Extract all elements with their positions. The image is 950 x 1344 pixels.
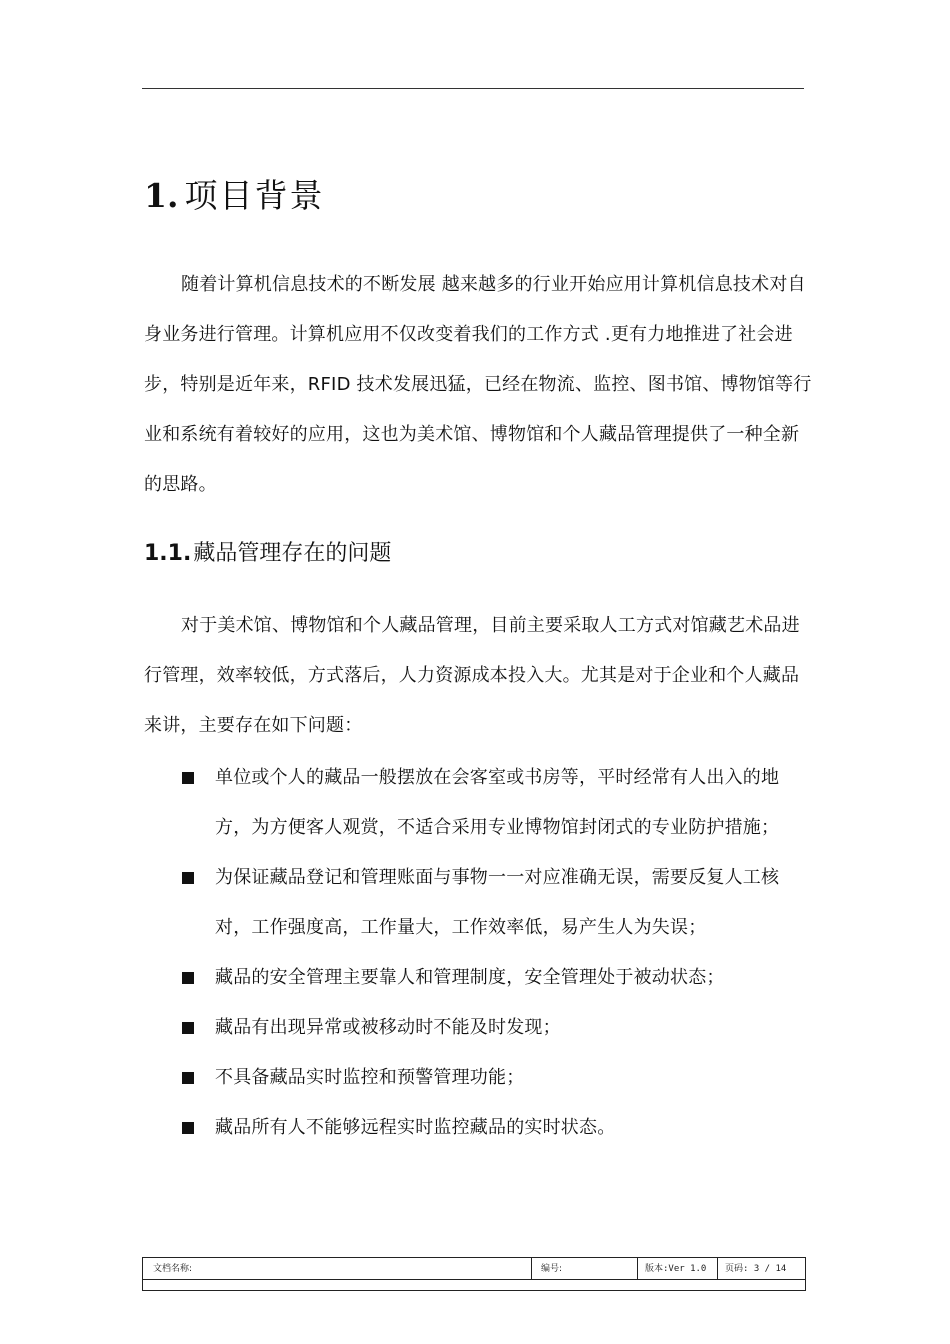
square-bullet-icon (182, 1122, 194, 1134)
footer-divider (717, 1258, 718, 1279)
doc-number-label: 编号: (541, 1264, 563, 1274)
page-number-label: 页码: 3 / 14 (725, 1264, 787, 1274)
list-item (144, 753, 812, 853)
section-title: 项目背景 (184, 176, 325, 215)
list-item-text: 藏品的安全管理主要靠人和管理制度，安全管理处于被动状态； (215, 967, 725, 988)
list-item (144, 1103, 812, 1153)
square-bullet-icon (182, 772, 194, 784)
list-item (144, 1053, 812, 1103)
list-item-text: 为保证藏品登记和管理账面与事物一一对应准确无误，需要反复人工核对，工作强度高，工作量大，工作效率低，易产生人为失误； (215, 867, 780, 938)
doc-name-label: 文档名称: (153, 1264, 193, 1274)
subsection-title: 藏品管理存在的问题 (193, 541, 392, 566)
list-item-text: 藏品所有人不能够远程实时监控藏品的实时状态。 (215, 1117, 616, 1138)
square-bullet-icon (182, 872, 194, 884)
list-item (144, 953, 812, 1003)
list-item (144, 1003, 812, 1053)
header-rule (142, 88, 804, 89)
square-bullet-icon (182, 1072, 194, 1084)
problem-list (144, 753, 812, 1153)
list-item (144, 853, 812, 953)
section-number: 1. (144, 176, 179, 215)
problems-intro-paragraph: 对于美术馆、博物馆和个人藏品管理，目前主要采取人工方式对馆藏艺术品进行管理，效率较低，方式落后，人力资源成本投入大。尤其是对于企业和个人藏品来讲，主要存在如下问题： (144, 615, 800, 736)
footer-row-rule (143, 1279, 805, 1280)
list-item-text: 不具备藏品实时监控和预警管理功能； (215, 1067, 525, 1088)
footer-divider (637, 1258, 638, 1279)
subsection-heading (144, 536, 391, 567)
list-item-text: 单位或个人的藏品一般摆放在会客室或书房等，平时经常有人出入的地方，为方便客人观赏，不适合采用专业博物馆封闭式的专业防护措施； (215, 767, 780, 838)
background-paragraph: 随着计算机信息技术的不断发展 越来越多的行业开始应用计算机信息技术对自身业务进行管理。计算机应用不仅改变着我们的工作方式 .更有力地推进了社会进步，特别是近年来，RFID 技术发展迅猛，已经在物流、监控、图书馆、博物馆等行业和系统有着较好的应用，这也为美术馆、博物馆和个人藏品管理提供了一种全新的思路。 (144, 274, 812, 495)
square-bullet-icon (182, 1022, 194, 1034)
subsection-number: 1.1. (144, 541, 192, 566)
version-label: 版本:Ver 1.0 (645, 1264, 707, 1274)
footer-table (142, 1257, 806, 1291)
square-bullet-icon (182, 972, 194, 984)
section-heading (144, 170, 324, 220)
footer-divider (531, 1258, 532, 1279)
list-item-text: 藏品有出现异常或被移动时不能及时发现； (215, 1017, 561, 1038)
